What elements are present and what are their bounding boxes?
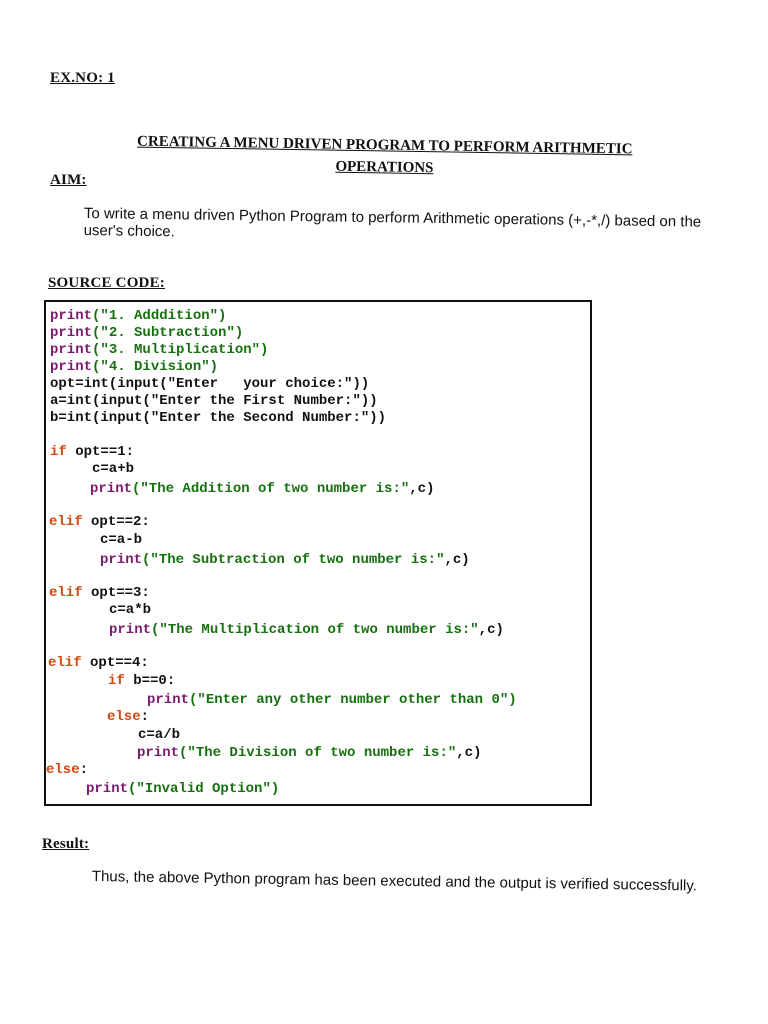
code-line: c=a+b — [92, 461, 135, 477]
code-function: print — [50, 342, 93, 358]
code-keyword: else — [107, 709, 141, 725]
code-string: ("The Addition of two number is:" — [132, 481, 410, 497]
code-line — [50, 308, 226, 325]
code-line: if b==0: — [108, 673, 176, 689]
code-function: print — [100, 552, 143, 568]
aim-heading: AIM: — [50, 172, 87, 188]
code-string: ("The Subtraction of two number is:" — [142, 552, 445, 568]
code-line: opt=int(input("Enter your choice:")) — [50, 376, 370, 392]
code-keyword: if — [50, 444, 67, 460]
code-keyword: elif — [49, 514, 83, 530]
document-title: CREATING A MENU DRIVEN PROGRAM TO PERFORM ARITHMETIC OPERATIONS — [136, 133, 633, 177]
code-keyword: elif — [49, 585, 83, 601]
code-keyword: if — [108, 673, 125, 689]
code-line: b=int(input("Enter the Second Number:")) — [50, 410, 387, 426]
code-function: print — [50, 359, 93, 375]
code-line — [50, 325, 243, 342]
code-line — [86, 781, 279, 798]
code-line: c=a*b — [109, 602, 152, 618]
code-string: ("Invalid Option") — [128, 781, 280, 797]
code-string: ("Enter any other number other than 0") — [189, 692, 517, 708]
code-function: print — [147, 692, 190, 708]
code-line: print("The Subtraction of two number is:",c) — [100, 552, 470, 568]
code-line — [147, 692, 517, 709]
code-string: ("1. Adddition") — [92, 308, 227, 324]
code-function: print — [86, 781, 129, 797]
code-function: print — [90, 481, 133, 497]
source-code-heading: SOURCE CODE: — [48, 275, 165, 291]
code-line — [50, 359, 218, 376]
code-line: a=int(input("Enter the First Number:")) — [50, 393, 378, 409]
code-line: elif opt==2: — [49, 514, 150, 530]
code-function: print — [137, 745, 180, 761]
code-line: else: — [107, 709, 150, 725]
code-line: if opt==1: — [50, 444, 135, 460]
code-keyword: else — [46, 762, 80, 778]
code-line: c=a/b — [138, 727, 181, 743]
code-function: print — [50, 325, 93, 341]
code-line: elif opt==4: — [48, 655, 149, 671]
source-code-box — [44, 300, 592, 806]
code-string: ("The Division of two number is:" — [179, 745, 457, 761]
code-line — [50, 342, 268, 359]
aim-text: To write a menu driven Python Program to perform Arithmetic operations (+,-*,/) based on the user's choice. — [83, 205, 702, 241]
code-function: print — [109, 622, 152, 638]
code-line: print("The Addition of two number is:",c) — [90, 481, 435, 497]
code-function: print — [50, 308, 93, 324]
code-string: ("2. Subtraction") — [92, 325, 244, 341]
code-line: c=a-b — [100, 532, 143, 548]
result-text: Thus, the above Python program has been executed and the output is verified successfully. — [91, 868, 698, 895]
code-line: print("The Multiplication of two number is:",c) — [109, 622, 504, 638]
code-line: else: — [46, 762, 89, 778]
code-string: ("The Multiplication of two number is:" — [151, 622, 479, 638]
code-line: print("The Division of two number is:",c) — [137, 745, 482, 761]
code-keyword: elif — [48, 655, 82, 671]
code-line: elif opt==3: — [49, 585, 150, 601]
code-string: ("3. Multiplication") — [92, 342, 269, 358]
result-heading: Result: — [42, 836, 90, 852]
code-string: ("4. Division") — [92, 359, 219, 375]
exercise-number: EX.NO: 1 — [50, 70, 115, 86]
